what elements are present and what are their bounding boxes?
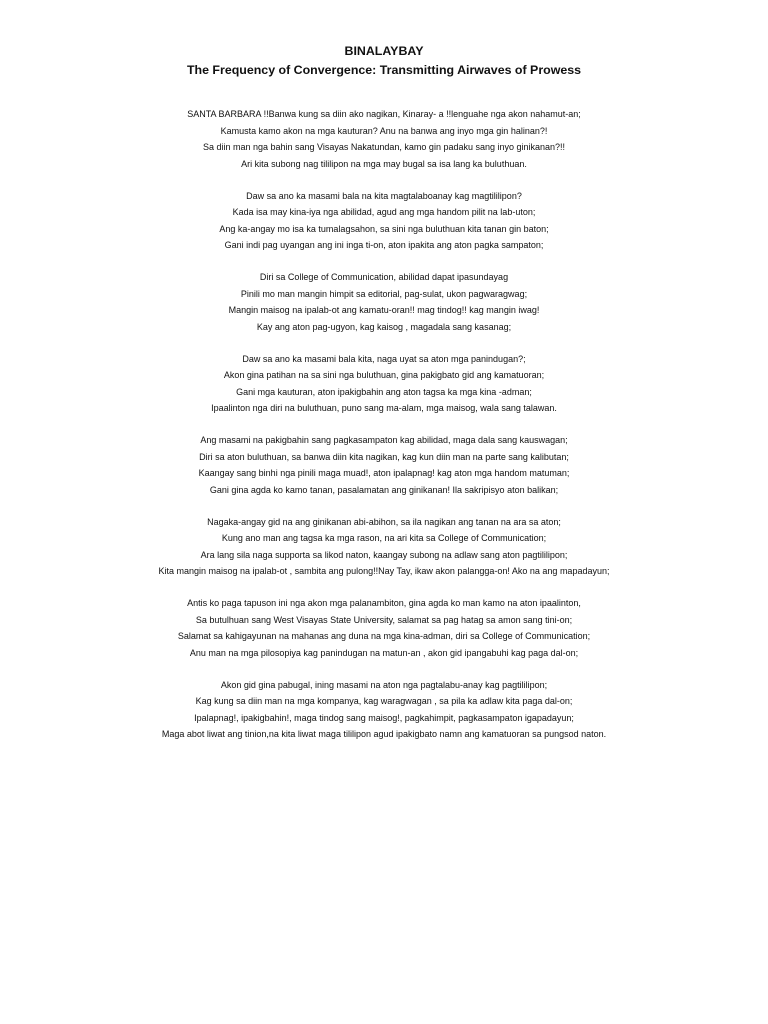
poem-line: Daw sa ano ka masami bala kita, naga uyat sa aton mga panindugan?; xyxy=(242,353,526,364)
stanza xyxy=(0,595,768,661)
poem-line: Salamat sa kahigayunan na mahanas ang duna na mga kina-adman, diri sa College of Communication; xyxy=(177,631,591,641)
poem-subtitle: The Frequency of Convergence: Transmitting Airwaves of Prowess xyxy=(186,63,582,77)
poem-line: Ari kita subong nag tililipon na mga may bugal sa isa lang ka buluthuan. xyxy=(241,158,527,169)
poem-line: Gani gina agda ko kamo tanan, pasalamatan ang ginikanan! Ila sakripisyo aton balikan; xyxy=(209,484,559,495)
poem-line: Kay ang aton pag-ugyon, kag kaisog , magadala sang kasanag; xyxy=(256,321,512,332)
poem-line: Ipalapnag!, ipakigbahin!, maga tindog sang maisog!, pagkahimpit, pagkasampaton igapadayun; xyxy=(194,712,574,723)
poem-line: Anu man na mga pilosopiya kag panindugan na matun-an , akon gid ipangabuhi kag paga dal-on; xyxy=(189,647,579,658)
poem-line: Gani mga kauturan, aton ipakigbahin ang aton tagsa ka mga kina -adman; xyxy=(236,386,532,397)
poem-line: Ipaalinton nga diri na buluthuan, puno sang ma-alam, mga maisog, wala sang talawan. xyxy=(211,403,557,413)
poem-line: Ara lang sila naga supporta sa likod naton, kaangay subong na adlaw sang aton pagtililipon; xyxy=(200,549,568,560)
poem-line: Kung ano man ang tagsa ka mga rason, na ari kita sa College of Communication; xyxy=(221,533,547,543)
poem-line: Kada isa may kina-iya nga abilidad, agud ang mga handom pilit na lab-uton; xyxy=(232,207,536,217)
poem-line: Sa butulhuan sang West Visayas State University, salamat sa pag hatag sa amon sang tini-on; xyxy=(195,614,573,625)
poem-line: Ang masami na pakigbahin sang pagkasampaton kag abilidad, maga dala sang kauswagan; xyxy=(200,435,568,445)
poem-line: Akon gina patihan na sa sini nga buluthuan, gina pakigbato gid ang kamatuoran; xyxy=(223,370,545,380)
poem-line: Mangin maisog na ipalab-ot ang kamatu-oran!! mag tindog!! kag mangin iwag! xyxy=(228,305,540,315)
stanza xyxy=(0,514,768,580)
poem-line: Antis ko paga tapuson ini nga akon mga palanambiton, gina agda ko man kamo na aton ipaalinton, xyxy=(187,598,581,608)
poem-line: Kaangay sang binhi nga pinili maga muad!, aton ipalapnag! kag aton mga handom matuman; xyxy=(198,468,570,478)
stanza xyxy=(0,106,768,172)
poem-line: Pinili mo man mangin himpit sa editorial, pag-sulat, ukon pagwaragwag; xyxy=(240,288,528,299)
stanza xyxy=(0,432,768,498)
poem-line: Kita mangin maisog na ipalab-ot , sambita ang pulong!!Nay Tay, ikaw akon palangga-on! Ako na ang mapadayun; xyxy=(158,566,610,576)
poem-title: BINALAYBAY xyxy=(344,44,424,58)
poem-line: Diri sa College of Communication, abilidad dapat ipasundayag xyxy=(259,272,509,282)
poem-line: Nagaka-angay gid na ang ginikanan abi-abihon, sa ila nagikan ang tanan na ara sa aton; xyxy=(207,516,561,527)
stanza xyxy=(0,351,768,417)
stanza xyxy=(0,677,768,743)
stanza xyxy=(0,188,768,254)
poem-line: Kamusta kamo akon na mga kauturan? Anu na banwa ang inyo mga gin halinan?! xyxy=(220,125,548,136)
poem-line: Diri sa aton buluthuan, sa banwa diin kita nagikan, kag kun diin man na parte sang kalibutan; xyxy=(199,451,569,462)
poem-line: Gani indi pag uyangan ang ini inga ti-on, aton ipakita ang aton pagka sampaton; xyxy=(224,240,544,250)
poem-line: Sa diin man nga bahin sang Visayas Nakatundan, kamo gin padaku sang inyo ginikanan?!! xyxy=(202,142,566,152)
poem-line: Kag kung sa diin man na mga kompanya, kag waragwagan , sa pila ka adlaw kita paga dal-on; xyxy=(195,696,573,706)
poem-line: Daw sa ano ka masami bala na kita magtalaboanay kag magtililipon? xyxy=(246,190,522,201)
poem-body xyxy=(0,106,768,758)
poem-line: Ang ka-angay mo isa ka tumalagsahon, sa sini nga buluthuan kita tanan gin baton; xyxy=(219,223,549,234)
poem-line: Maga abot liwat ang tinion,na kita liwat maga tililipon agud ipakigbato namn ang kamatuoran sa pungsod naton. xyxy=(161,729,607,739)
stanza xyxy=(0,269,768,335)
poem-line: SANTA BARBARA !!Banwa kung sa diin ako nagikan, Kinaray- a !!lenguahe nga akon nahamut-an; xyxy=(187,109,581,119)
poem-line: Akon gid gina pabugal, ining masami na aton nga pagtalabu-anay kag pagtililipon; xyxy=(220,679,548,690)
